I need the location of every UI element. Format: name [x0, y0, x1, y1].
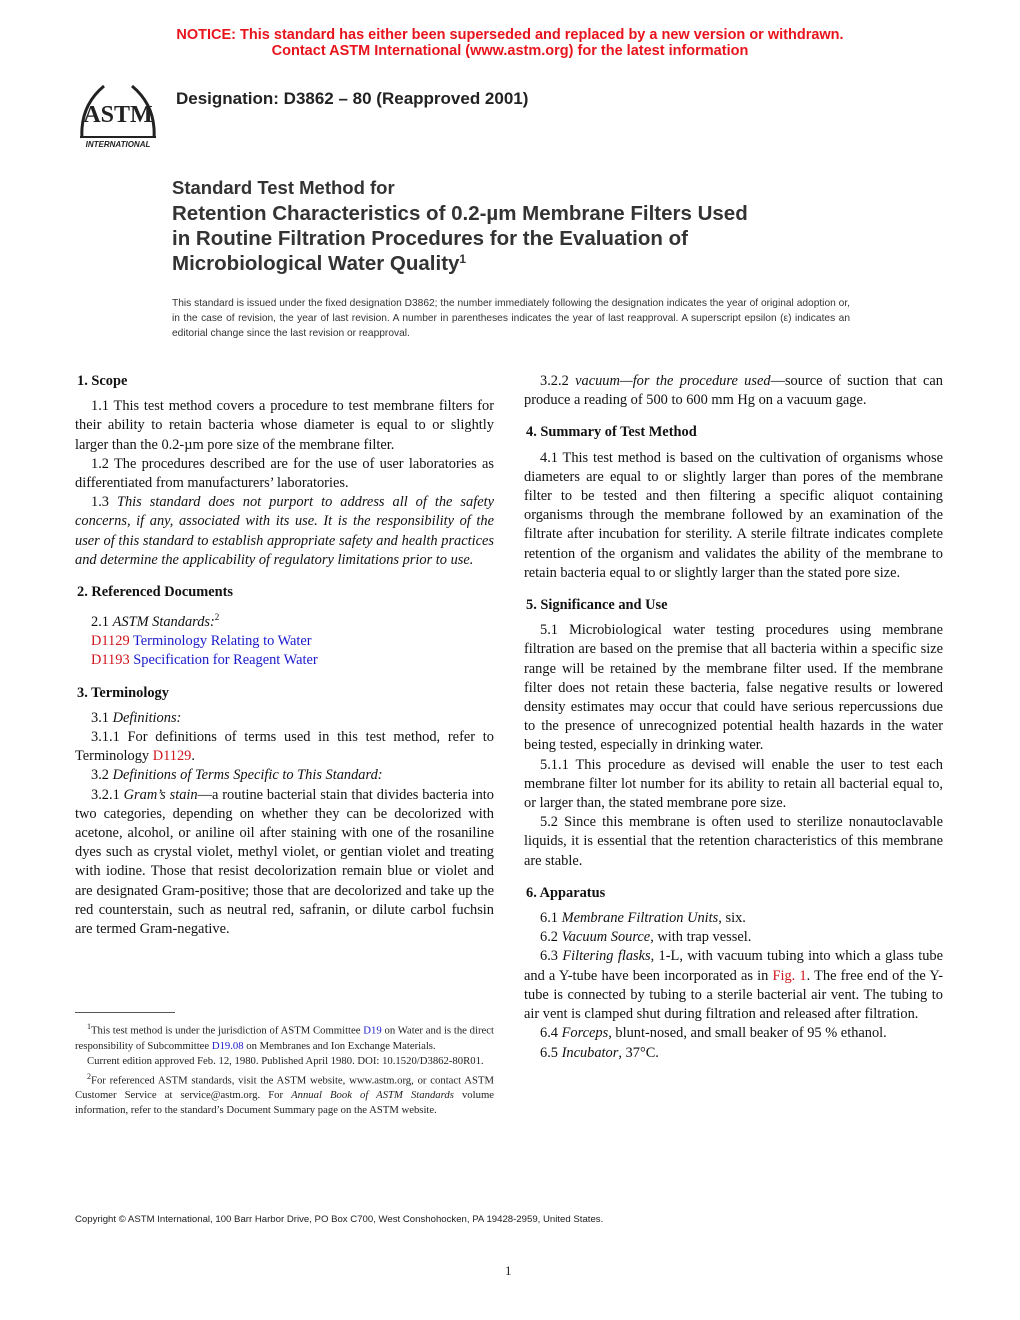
notice-line-1: NOTICE: This standard has either been superseded and replaced by a new version or withdrawn. — [176, 27, 844, 43]
scope-1-1: 1.1 This test method covers a procedure to test membrane filters for their ability to retain bacteria whose diameter is equal to or slightly larger than the 0.2-µm pore size of the membrane filter. — [75, 398, 494, 453]
apparatus-6-5: 6.5 Incubator, 37°C. — [540, 1044, 659, 1061]
left-column — [75, 372, 494, 939]
footnote-2: $^2$For referenced ASTM standards, visit the ASTM website, www.astm.org, or contact ASTM Customer Service at service@astm.org. For Annual Book of ASTM Standards volume information, refer to the standard’s Document Summary page on the ASTM website. — [75, 1071, 495, 1117]
apparatus-heading: 6. Apparatus — [526, 884, 606, 901]
title-line-1: Standard Test Method for — [172, 177, 395, 198]
logo-text: ASTM — [83, 102, 153, 128]
summary-heading: 4. Summary of Test Method — [526, 424, 697, 441]
copyright: Copyright © ASTM International, 100 Barr Harbor Drive, PO Box C700, West Conshohocken, PA 19428-2959, United States. — [75, 1214, 604, 1225]
issue-note: This standard is issued under the fixed designation D3862; the number immediately following the designation indicates the year of original adoption or, in the case of revision, the year of last revision. A number in parentheses indicates the year of last reapproval. A superscript epsilon (ε) indicates an editorial change since the last revision or reapproval. — [172, 298, 850, 339]
significance-5-2: 5.2 Since this membrane is often used to sterilize nonautoclavable liquids, it is essential that the retention characteristics of this membrane are stable. — [524, 814, 943, 869]
significance-5-1-1: 5.1.1 This procedure as devised will enable the user to test each membrane filter lot number for its ability to retain all bacterial equal to, or larger than, the stated membrane pore size. — [524, 756, 943, 812]
significance-5-1: 5.1 Microbiological water testing procedures using membrane filtration are based on the premise that all bacteria within a specific size range will be retained by the membrane filter used. If the membrane filter does not retain these bacteria, false negative results or lowered density estimates may occur that could have serious repercussions due to the presence of unrecognized potential health hazards in the water being tested, especially in drinking water. — [524, 622, 943, 754]
terminology-3-2-2: 3.2.2 vacuum—for the procedure used—source of suction that can produce a reading of 500 to 600 mm Hg on a vacuum gage. — [524, 373, 943, 409]
page-number: 1 — [505, 1263, 512, 1278]
astm-logo — [74, 76, 162, 150]
apparatus-6-1: 6.1 Membrane Filtration Units, six. — [540, 910, 746, 927]
footnotes — [75, 1019, 494, 1118]
title-footnote-mark: 1 — [459, 252, 467, 266]
scope-1-2: 1.2 The procedures described are for the use of user laboratories as differentiated from manufacturers’ laboratories. — [75, 455, 494, 492]
summary-4-1: 4.1 This test method is based on the cultivation of organisms whose diameters are equal to or slightly larger than pores of the membrane filter to be tested and then filtering a specific aliquot containing organisms through the membrane followed by an examination of the filtrate after incubation for sterility. A sterile filtrate indicates complete retention of the organism and validates the ability of the membrane to retain bacteria equal to or slightly larger than the stated pore size. — [524, 449, 943, 581]
significance-heading: 5. Significance and Use — [526, 597, 668, 614]
logo-subtitle: INTERNATIONAL — [85, 140, 151, 149]
scope-heading: 1. Scope — [77, 373, 128, 389]
footnote-divider — [75, 1012, 175, 1013]
notice-line-2: Contact ASTM International (www.astm.org) for the latest information — [271, 43, 749, 59]
terminology-link-d1129[interactable]: D1129 — [152, 748, 192, 765]
reference-d1129[interactable]: D1129 Terminology Relating to Water — [91, 633, 312, 650]
title-line-4: Microbiological Water Quality$^1$ — [172, 252, 467, 275]
footnote-1: $^1$This test method is under the jurisdiction of ASTM Committee D19 on Water and is the direct responsibility of Subcommittee D19.08 on Membranes and Ion Exchange Materials. — [75, 1022, 494, 1052]
astm-standards-label: 2.1 ASTM Standards:$^2$ — [91, 612, 220, 631]
terminology-3-1-1: 3.1.1 For definitions of terms used in this test method, refer to Terminology D1129. — [75, 729, 494, 765]
title-line-3: in Routine Filtration Procedures for the Evaluation of — [172, 227, 688, 250]
apparatus-6-4: 6.4 Forceps, blunt-nosed, and small beaker of 95 % ethanol. — [540, 1025, 887, 1042]
footnote-link-d19-08[interactable]: D19.08 — [211, 1039, 244, 1052]
referenced-heading: 2. Referenced Documents — [77, 584, 233, 601]
footnote-1-edition: Current edition approved Feb. 12, 1980. Published April 1980. DOI: 10.1520/D3862-80R01. — [87, 1054, 484, 1067]
terminology-heading: 3. Terminology — [77, 684, 169, 701]
figure-1-link[interactable]: Fig. 1 — [772, 967, 807, 984]
reference-d1193[interactable]: D1193 Specification for Reagent Water — [91, 652, 318, 669]
apparatus-6-3: 6.3 Filtering flasks, 1-L, with vacuum tubing into which a glass tube and a Y-tube have been incorporated as in Fig. 1. The free end of the Y-tube is connected by tubing to a sterile bacterial air vent. The tubing to air vent is clamped shut during filtration and released after filtration. — [524, 948, 943, 1023]
terminology-3-2: 3.2 Definitions of Terms Specific to This Standard: — [91, 767, 383, 784]
document-title — [172, 175, 748, 276]
designation: Designation: D3862 – 80 (Reapproved 2001) — [176, 89, 529, 108]
terminology-3-2-1: 3.2.1 Gram’s stain—a routine bacterial stain that divides bacteria into two categories, depending on whether they can be decolorized with acetone, alcohol, or aniline oil after staining with one of the rosaniline dyes such as crystal violet, methyl violet, or gentian violet and treating with iodine. Those that resist decolorization remain blue or violet and are designated Gram-positive; those that are decolorized and take up the red counterstain, such as neutral red, safranin, or dilute carbol fuchsin are termed Gram-negative. — [75, 786, 494, 938]
terminology-3-1: 3.1 Definitions: — [91, 709, 182, 726]
scope-1-3: 1.3 This standard does not purport to address all of the safety concerns, if any, associated with its use. It is the responsibility of the user of this standard to establish appropriate safety and health practices and determine the applicability of regulatory limitations prior to use. — [75, 494, 494, 568]
footnote-link-d19[interactable]: D19 — [363, 1024, 382, 1037]
apparatus-6-2: 6.2 Vacuum Source, with trap vessel. — [540, 929, 752, 946]
right-column — [524, 372, 943, 1063]
title-line-2: Retention Characteristics of 0.2-µm Membrane Filters Used — [172, 202, 748, 225]
